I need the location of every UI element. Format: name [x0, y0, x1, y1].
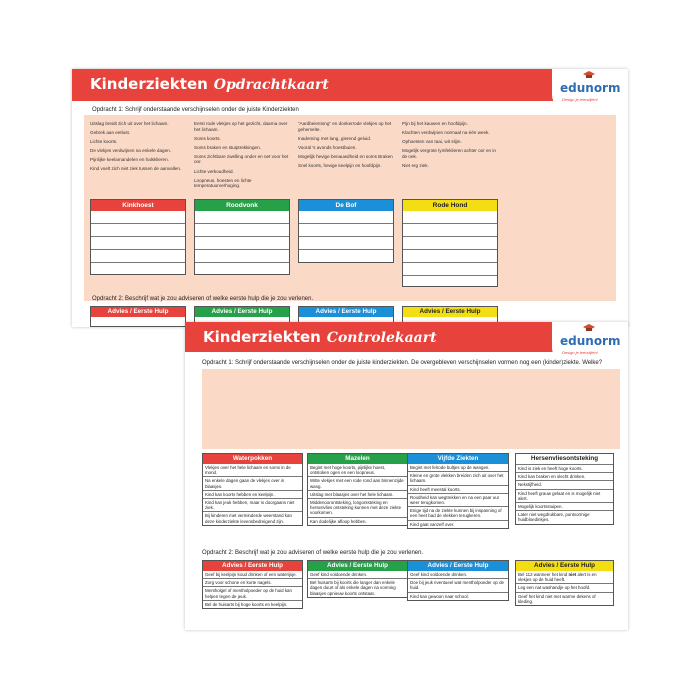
symptom-item: Middenoorontsteking, longontsteking en hersenvlies ontsteking kunnen met deze ziekte voorkomen.	[308, 499, 407, 518]
phrase-column-1	[90, 121, 186, 176]
control-column-hersenvliesontsteking	[515, 453, 614, 525]
brand-tagline: Design je leerstijlen!	[562, 350, 598, 355]
task2-instruction: Opdracht 2: Beschrijf wat je zou adviseren of welke eerste hulp die je zou verlenen.	[202, 550, 424, 556]
graduation-cap-icon	[583, 324, 595, 332]
edunorm-logo	[552, 69, 628, 109]
symptom-item: Begint met hoge koorts, pijnlijke hoest, ontstoken ogen en een loopneus.	[308, 464, 407, 477]
phrase: Pijn bij het kauwen en hoofdpijn.	[402, 121, 468, 126]
symptom-item: Na enkele dagen gaan de vlekjes over in blaasjes.	[203, 477, 302, 490]
phrase: Niet erg ziek.	[402, 162, 429, 168]
brand-name: edunorm	[560, 334, 621, 348]
answer-line[interactable]	[91, 224, 185, 237]
task1-instruction: Opdracht 1: Schrijf onderstaande verschijnselen onder de juiste kinderziekten. De overgebleven verschijnselen vormen nog een (kinder)ziekte. Welke?	[202, 360, 603, 366]
answer-line[interactable]	[299, 250, 393, 262]
advies-header: Advies / Eerste Hulp	[203, 561, 302, 571]
answer-line[interactable]	[195, 263, 289, 275]
category-rode-hond	[402, 199, 498, 287]
controlekaart-title	[203, 328, 437, 346]
advies-item: Geef kind voldoende drinken.	[408, 571, 508, 579]
phrase: Eerst rode vlekjes op het gezicht, daarna over het lichaam.	[194, 121, 288, 132]
answer-line[interactable]	[299, 224, 393, 237]
answer-line[interactable]	[195, 211, 289, 224]
control-advies-4	[515, 560, 614, 606]
phrase-column-2	[194, 121, 290, 192]
phrase: Uitslag breidt zich uit over het lichaam.	[90, 121, 169, 126]
symptom-item: Later niet wegdrukbare, puntvormige huidbloedinkjes.	[518, 512, 590, 523]
graduation-cap-icon	[583, 71, 595, 79]
phrase: Mogelijk hevige benauwdheid en soms Braken	[298, 153, 393, 159]
control-advies-3	[407, 560, 509, 601]
answer-line[interactable]	[403, 237, 497, 250]
phrase: Gebrek aan eetlust.	[90, 130, 131, 136]
advies-item: Zorg voor schone en korte nagels.	[203, 579, 302, 587]
title-script: Opdrachtkaart	[213, 77, 329, 93]
controlekaart-sheet	[185, 322, 628, 630]
advies-header: Advies / Eerste Hulp	[516, 561, 613, 571]
advies-header: Advies / Eerste Hulp	[195, 307, 289, 317]
category-roodvonk	[194, 199, 290, 275]
advies-text: Bel 112 wanneer het kind	[518, 572, 569, 577]
advies-header: Advies / Eerste Hulp	[408, 561, 508, 571]
phrase: Kind voelt zich niet ziek tussen de aanvallen.	[90, 166, 182, 172]
symptom-item: Kind gaat vanzelf over.	[410, 521, 455, 527]
advies-item: Geef bij keelpijn koud drinken of een waterijsje.	[203, 571, 302, 579]
control-column-mazelen	[307, 453, 408, 526]
advies-header: Advies / Eerste Hulp	[91, 307, 185, 317]
answer-line[interactable]	[91, 250, 185, 263]
answer-line[interactable]	[195, 250, 289, 263]
advies-item: Geef het kind niet met warme dekens of kleding.	[518, 593, 596, 604]
title-main: Kinderziekten	[90, 75, 208, 93]
advies-item: Leg een nat washandje op het hoofd.	[516, 584, 613, 592]
answer-line[interactable]	[403, 224, 497, 237]
phrase: De vlekjes verdwijnen na enkele dagen.	[90, 148, 171, 154]
phrase: Klachten verdwijnen normaal na één week.	[402, 130, 490, 136]
edunorm-logo	[552, 322, 628, 362]
emphasis-niet: niet	[568, 572, 577, 577]
symptom-item: Kind kan koorts hebben en keelpijn.	[203, 491, 302, 499]
category-header: De Bof	[299, 200, 393, 211]
advies-item: Kind kan gewoon naar school.	[410, 593, 469, 599]
phrase: Lichte koorts.	[90, 139, 118, 145]
column-header: Mazelen	[308, 454, 407, 464]
title-main: Kinderziekten	[203, 328, 321, 346]
advies-header: Advies / Eerste Hulp	[403, 307, 497, 317]
symptom-item: Kind heeft grauw gelaat en is mogelijk niet alert.	[516, 490, 613, 503]
phrases-box	[84, 115, 616, 301]
advies-box-1	[90, 306, 186, 327]
opdrachtkaart-title	[90, 75, 329, 93]
control-column-waterpokken	[202, 453, 303, 526]
symptom-item: Bij kinderen met verminderde weerstand kan deze kinderziekte levensbedreigend zijn.	[205, 513, 292, 524]
symptom-item: Kind heeft meestal koorts.	[408, 486, 508, 494]
opdrachtkaart-sheet	[72, 69, 628, 327]
phrase: Vooral 's avonds hoestbuien.	[298, 144, 357, 150]
symptom-item: Witte vlekjes met een rode rond aan binnenzijde wang.	[308, 477, 407, 490]
advies-item: Mentholgel of mentholpoeder op de huid kan helpen tegen de jeuk.	[203, 587, 302, 600]
phrase: Pijnlijke keelamandelen en halsklieren.	[90, 157, 169, 163]
symptom-item: Begint met felrode bultjes op de wangen.	[408, 464, 508, 472]
advies-text: alert is en vlekjes op de huid heeft.	[518, 572, 597, 583]
symptom-item: Kleine en grote vlekken breiden zich uit over het lichaam.	[408, 472, 508, 485]
title-script: Controlekaart	[326, 330, 437, 346]
answer-line[interactable]	[299, 211, 393, 224]
category-kinkhoest	[90, 199, 186, 275]
advies-item: Doe bij jeuk eventueel wat mentholpoeder op de huid.	[408, 579, 508, 592]
advies-header: Advies / Eerste Hulp	[299, 307, 393, 317]
phrase: “Aardbeientong” en donkerrode vlekjes op het gehemelte.	[298, 121, 392, 132]
phrase: Loopneus, hoesten en lichte temperatuurverhoging.	[194, 177, 252, 189]
answer-line[interactable]	[195, 224, 289, 237]
phrase: Soms zichtbare zwelling onder en net voor het oor.	[194, 153, 289, 165]
column-header: Hersenvliesontsteking	[516, 454, 613, 465]
brand-tagline: Design je leerstijlen!	[562, 97, 598, 102]
brand-name: edunorm	[560, 81, 621, 95]
advies-header: Advies / Eerste Hulp	[308, 561, 407, 571]
answer-line[interactable]	[403, 263, 497, 276]
phrase-column-3	[298, 121, 394, 172]
category-de-bof	[298, 199, 394, 263]
answer-line[interactable]	[403, 276, 497, 288]
column-header: Waterpokken	[203, 454, 302, 464]
advies-item: Bel de huisarts bij hoge koorts en keelpijn.	[205, 601, 288, 607]
phrase: Soms koorts.	[194, 135, 221, 141]
answer-line[interactable]	[403, 250, 497, 263]
task2-instruction: Opdracht 2: Beschrijf wat je zou adviseren of welke eerste hulp die je zou verlenen.	[92, 296, 314, 302]
phrase: Inademing met lang, gierend geluid.	[298, 135, 372, 141]
opdrachtkaart-header	[72, 69, 628, 101]
phrase: Ophoesten van taai, wit slijm.	[402, 139, 462, 145]
category-header: Kinkhoest	[91, 200, 185, 211]
column-header: Vijfde Ziekten	[408, 454, 508, 464]
phrase: Lichte verkoudheid.	[194, 168, 234, 174]
category-header: Rode Hond	[403, 200, 497, 211]
symptom-item: Vlekjes over het hele lichaam en soms in de mond.	[203, 464, 302, 477]
phrase-column-4	[402, 121, 498, 172]
symptom-item: Kind is ziek en heeft hoge koorts.	[516, 465, 613, 473]
control-advies-1	[202, 560, 303, 609]
answer-line[interactable]	[403, 211, 497, 224]
task1-instruction: Opdracht 1: Schrijf onderstaande verschijnselen onder de juiste Kinderziekten	[92, 107, 299, 113]
answer-area[interactable]	[202, 369, 620, 449]
advies-item-112	[516, 571, 613, 584]
advies-item: Geef kind voldoende drinken.	[308, 571, 407, 579]
phrase: Soms braken en stuiptrekkingen.	[194, 144, 261, 150]
answer-line[interactable]	[299, 237, 393, 250]
control-column-vijfde-ziekten	[407, 453, 509, 529]
answer-line[interactable]	[91, 263, 185, 275]
symptom-item: Kind kan braken en slecht drinken.	[516, 473, 613, 481]
symptom-item: Mogelijk koortsstuipen.	[516, 503, 613, 511]
symptom-item: Nekstijfheid.	[516, 481, 613, 489]
answer-line[interactable]	[195, 237, 289, 250]
category-header: Roodvonk	[195, 200, 289, 211]
symptom-item: Kind kan jeuk hebben, maar is doorgaans niet ziek.	[203, 499, 302, 512]
phrase: Snel koorts, hevige keelpijn en hoofdpijn.	[298, 162, 382, 168]
control-advies-2	[307, 560, 408, 598]
symptom-item: Enige tijd na de ziekte kunnen bij inspanning of een heet bad de vlekken terugkeren.	[408, 507, 508, 520]
symptom-item: Kan dodelijke afloop hebben.	[310, 518, 367, 524]
answer-line[interactable]	[91, 237, 185, 250]
symptom-item: Roodheid kan wegtrekken en na een paar uur weer terugkomen.	[408, 494, 508, 507]
advies-item: Bel huisarts bij koorts die langer dan enkele dagen duurt of als enkele dagen na vorming blaasjes opnieuw koorts ontstaat.	[310, 580, 396, 596]
phrase: Mogelijk vergrote lymfeklieren achter oor en in de nek.	[402, 148, 496, 159]
symptom-item: Uitslag met blaasjes over het hele lichaam.	[308, 491, 407, 499]
answer-line[interactable]	[91, 211, 185, 224]
